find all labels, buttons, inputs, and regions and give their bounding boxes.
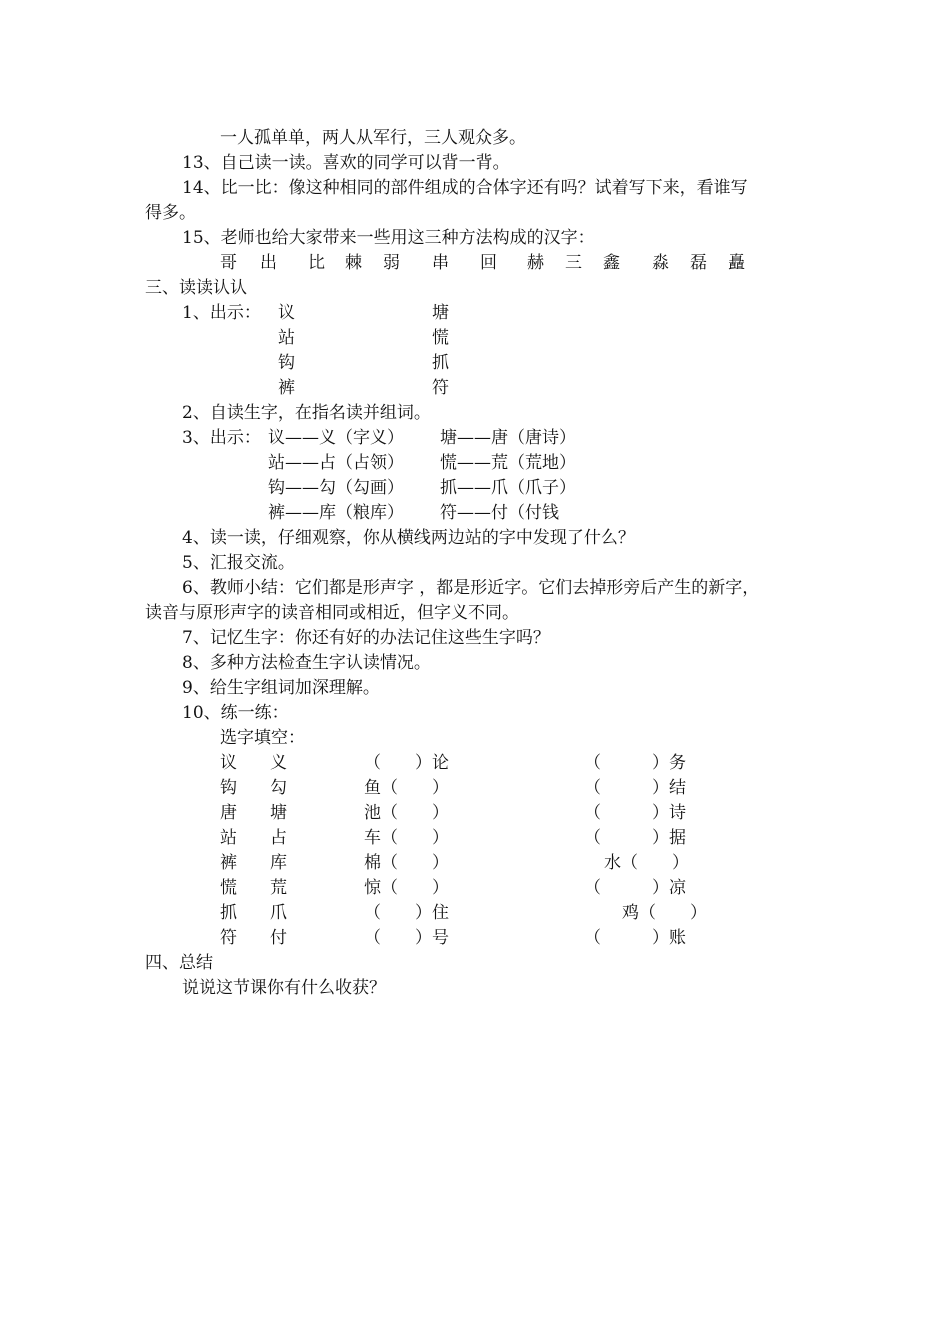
char: 淼 [652,253,669,273]
fill-char-b: 库 [270,853,287,873]
fill-title: 选字填空： [220,728,305,748]
fill-char-a: 站 [220,828,237,848]
char: 棘 [345,253,362,273]
fill-blank-c: （ ）住 [364,903,449,923]
show-1-right-char: 抓 [432,353,449,373]
show-3-label: 3、出示： [182,428,261,448]
summary-question: 说说这节课你有什么收获？ [182,978,386,998]
section-4-heading: 四、总结 [145,953,213,973]
fill-char-b: 荒 [270,878,287,898]
fill-char-b: 付 [270,928,287,948]
char: 磊 [690,253,707,273]
fill-blank-d: （ ）诗 [584,803,686,823]
show-1-left-char: 裤 [278,378,295,398]
item-9: 9、给生字组词加深理解。 [182,678,380,698]
fill-blank-d: 鸡（ ） [622,903,707,923]
fill-blank-c: （ ）论 [364,753,449,773]
fill-blank-d: （ ）凉 [584,878,686,898]
fill-char-a: 符 [220,928,237,948]
show-3-right-pair: 抓——爪（爪子） [440,478,576,498]
fill-char-a: 钩 [220,778,237,798]
section-3-heading: 三、读读认认 [145,278,247,298]
item-4: 4、读一读，仔细观察，你从横线两边站的字中发现了什么？ [182,528,635,548]
show-1-label: 1、出示： [182,303,261,323]
fill-blank-d: 水（ ） [604,853,689,873]
char: 比 [308,253,325,273]
fill-blank-d: （ ）结 [584,778,686,798]
fill-char-b: 爪 [270,903,287,923]
char: 鑫 [603,253,620,273]
item-14-line1: 14、比一比：像这种相同的部件组成的合体字还有吗？试着写下来，看谁写 [182,178,748,198]
fill-char-b: 占 [270,828,287,848]
item-8: 8、多种方法检查生字认读情况。 [182,653,431,673]
char: 回 [480,253,497,273]
fill-char-a: 唐 [220,803,237,823]
rhyme-line: 一人孤单单，两人从军行，三人观众多。 [220,128,526,148]
fill-char-b: 勾 [270,778,287,798]
char: 哥 [220,253,237,273]
fill-char-a: 慌 [220,878,237,898]
fill-char-a: 裤 [220,853,237,873]
show-1-left-char: 议 [278,303,295,323]
item-5: 5、汇报交流。 [182,553,295,573]
item-13: 13、自己读一读。喜欢的同学可以背一背。 [182,153,510,173]
fill-blank-d: （ ）账 [584,928,686,948]
fill-blank-c: 棉（ ） [364,853,449,873]
fill-blank-c: 池（ ） [364,803,449,823]
item-7: 7、记忆生字：你还有好的办法记住这些生字吗？ [182,628,550,648]
show-3-right-pair: 塘——唐（唐诗） [440,428,576,448]
show-3-left-pair: 钩——勾（勾画） [268,478,404,498]
item-6-line2: 读音与原形声字的读音相同或相近，但字义不同。 [145,603,519,623]
show-3-left-pair: 议——义（字义） [268,428,404,448]
show-1-right-char: 塘 [432,303,449,323]
fill-blank-d: （ ）据 [584,828,686,848]
char: 出 [260,253,277,273]
show-1-left-char: 钩 [278,353,295,373]
char: 弱 [383,253,400,273]
item-10: 10、练一练： [182,703,289,723]
item-2: 2、自读生字，在指名读并组词。 [182,403,431,423]
fill-blank-c: 车（ ） [364,828,449,848]
show-1-right-char: 符 [432,378,449,398]
show-3-left-pair: 裤——库（粮库） [268,503,404,523]
show-3-left-pair: 站——占（占领） [268,453,404,473]
show-1-left-char: 站 [278,328,295,348]
show-1-right-char: 慌 [432,328,449,348]
fill-char-a: 抓 [220,903,237,923]
char: 矗 [728,253,745,273]
fill-blank-d: （ ）务 [584,753,686,773]
char: 赫 [527,253,544,273]
fill-char-b: 塘 [270,803,287,823]
item-14-line2: 得多。 [145,203,196,223]
show-3-right-pair: 慌——荒（荒地） [440,453,576,473]
fill-blank-c: （ ）号 [364,928,449,948]
item-6-line1: 6、教师小结：它们都是形声字 ，都是形近字。它们去掉形旁后产生的新字， [182,578,760,598]
fill-blank-c: 鱼（ ） [364,778,449,798]
fill-blank-c: 惊（ ） [364,878,449,898]
item-15: 15、老师也给大家带来一些用这三种方法构成的汉字： [182,228,595,248]
char: 三 [565,253,582,273]
char: 串 [432,253,449,273]
fill-char-a: 议 [220,753,237,773]
fill-char-b: 义 [270,753,287,773]
show-3-right-pair: 符——付（付钱 [440,503,559,523]
